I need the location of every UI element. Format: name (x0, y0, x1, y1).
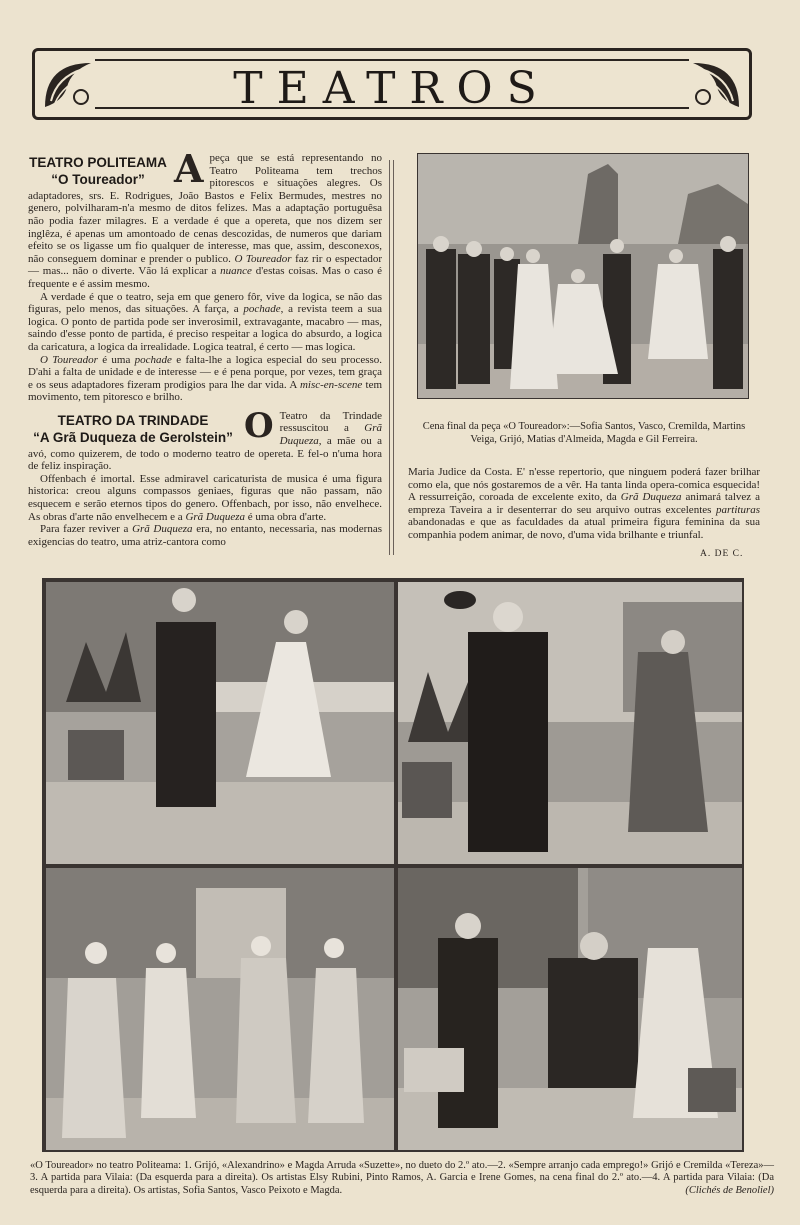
drop-cap: O (244, 405, 274, 446)
stage-photo-2 (398, 582, 742, 864)
stage-photo-1 (46, 582, 394, 864)
drop-cap: A (174, 146, 204, 191)
article-right-column (408, 466, 760, 542)
column-divider (389, 160, 390, 555)
caption-text: «O Toureador» no teatro Politeama: 1. Grijó, «Alexandrino» e Magda Arruda «Suzette», no dueto do 2.º ato.—2. «Sempre arranjo cada emprego!» Grijó e Cremilda «Tereza»—3. A partida para Vilaia: (Da esquerda para a direita). Os artistas Elsy Rubini, Pinto Ramos, A. Garcia e Irene Gomes, na cena final do 2.º ato.—4. A partida para Vilaia: (Da esquerda para a direita). Os artistas, Sofia Santos, Vasco Peixoto e Magda. (30, 1160, 774, 1196)
photo-grid (42, 578, 744, 1152)
stage-photo-3 (46, 868, 394, 1150)
stage-photo-4 (398, 868, 742, 1150)
photo-grid-caption (30, 1160, 774, 1197)
paragraph: O Toureador é uma pochade e falta-lhe a logica especial do seu processo. D'ahi a falta de unidade e de interesse — e é pena porque, por vezes, tem graça e os seus adaptadores fizeram prodigios para lhe dar vida. A misc-en-scene tem movimento, tem pitoresco e brilho. (28, 353, 383, 404)
section-banner (32, 48, 752, 120)
section-heading-line1: TEATRO POLITEAMA (29, 155, 167, 170)
photo-credits: (Clichés de Benoliel) (685, 1184, 774, 1196)
paragraph: peça que se está representando no Teatro Politeama tem trechos pitorescos e situações alegres. Os adaptadores, srs. E. Rodrigues, João Bastos e Felix Bermudes, mestres no genero, polvilharam-n'a mesmo de ditos felizes. Mas a adaptação portuguêsa não podia fazer milagres. E a verdade é que a opereta, que nos dizem ser inglêza, é apenas um amontoado de cenas descozidas, de numeros que dariam efeito se os ligasse um fio qualquer de interesse, mas que, assim, desconexos, não conseguem dominar e prender o publico. O Toureador faz rir o espectador — mas... não o diverte. Vão lá explicar a nuance d'estas coisas. Mas o caso é frequente e é assim mesmo. (28, 152, 383, 290)
section-heading-politeama (28, 154, 168, 188)
author-signature: A. DE C. (700, 549, 744, 559)
article-left-column (28, 146, 383, 548)
paragraph: Para fazer reviver a Grã Duqueza era, no entanto, necessaria, nas modernas exigencias do teatro, uma atriz-cantora como (28, 523, 383, 548)
photo-caption: Cena final da peça «O Toureador»:—Sofia Santos, Vasco, Cremilda, Martins Veiga, Grijó, Matias d'Almeida, Magda e Gil Ferreira. (422, 421, 746, 445)
paragraph: Teatro da Trindade ressuscitou a Grã Duqueza, a mãe ou a avó, como quizerem, de todo o moderno teatro de opereta. E fel-o n'uma hora de feliz inspiração. (28, 409, 382, 473)
section-heading-trindade (28, 412, 238, 446)
section-heading-line2: “O Toureador” (51, 172, 145, 187)
section-heading-line1: TEATRO DA TRINDADE (57, 412, 209, 428)
column-divider (393, 160, 394, 555)
paragraph: A verdade é que o teatro, seja em que genero fôr, vive da logica, se não das figuras, pelo menos, das situações. A farça, a pochade, a revista teem a sua logica. O ponto de partida pode ser inverosimil, extravagante, macabro — mas, saindo d'esse ponto de partida, é preciso respeitar a logica do absurdo, a logica da caricatura, a logica da irrealidade. Logica teatral, é certo — mas logica. (28, 290, 382, 353)
page-title: TEATROS (233, 63, 551, 114)
section-heading-line2: “A Grã Duqueza de Gerolstein” (33, 429, 233, 445)
paragraph: Offenbach é imortal. Esse admiravel caricaturista de musica é uma figura historica: creou alguns compassos geniaes, figuras que não passam, não esquecem e serão eternos tipos do genero. Offenbach, por isso, não envelhece. As obras d'arte não envelhecem e a Grã Duqueza é uma obra d'arte. (28, 472, 382, 523)
paragraph: Maria Judice da Costa. E' n'esse repertorio, que ninguem poderá fazer brilhar como ela, que nós gostaremos de a vêr. Ha tanta linda opera-comica esquecida! A ressurreição, coroada de excelente exito, da Grã Duqueza animará talvez a empreza Taveira a ir desenterrar do seu arquivo outras excelentes partituras abandonadas e que as faculdades da atual primeira figura feminina da sua companhia podem animar, de novo, d'uma vida brilhante e triunfal. (408, 466, 761, 541)
stage-photo-final-scene (417, 153, 749, 399)
